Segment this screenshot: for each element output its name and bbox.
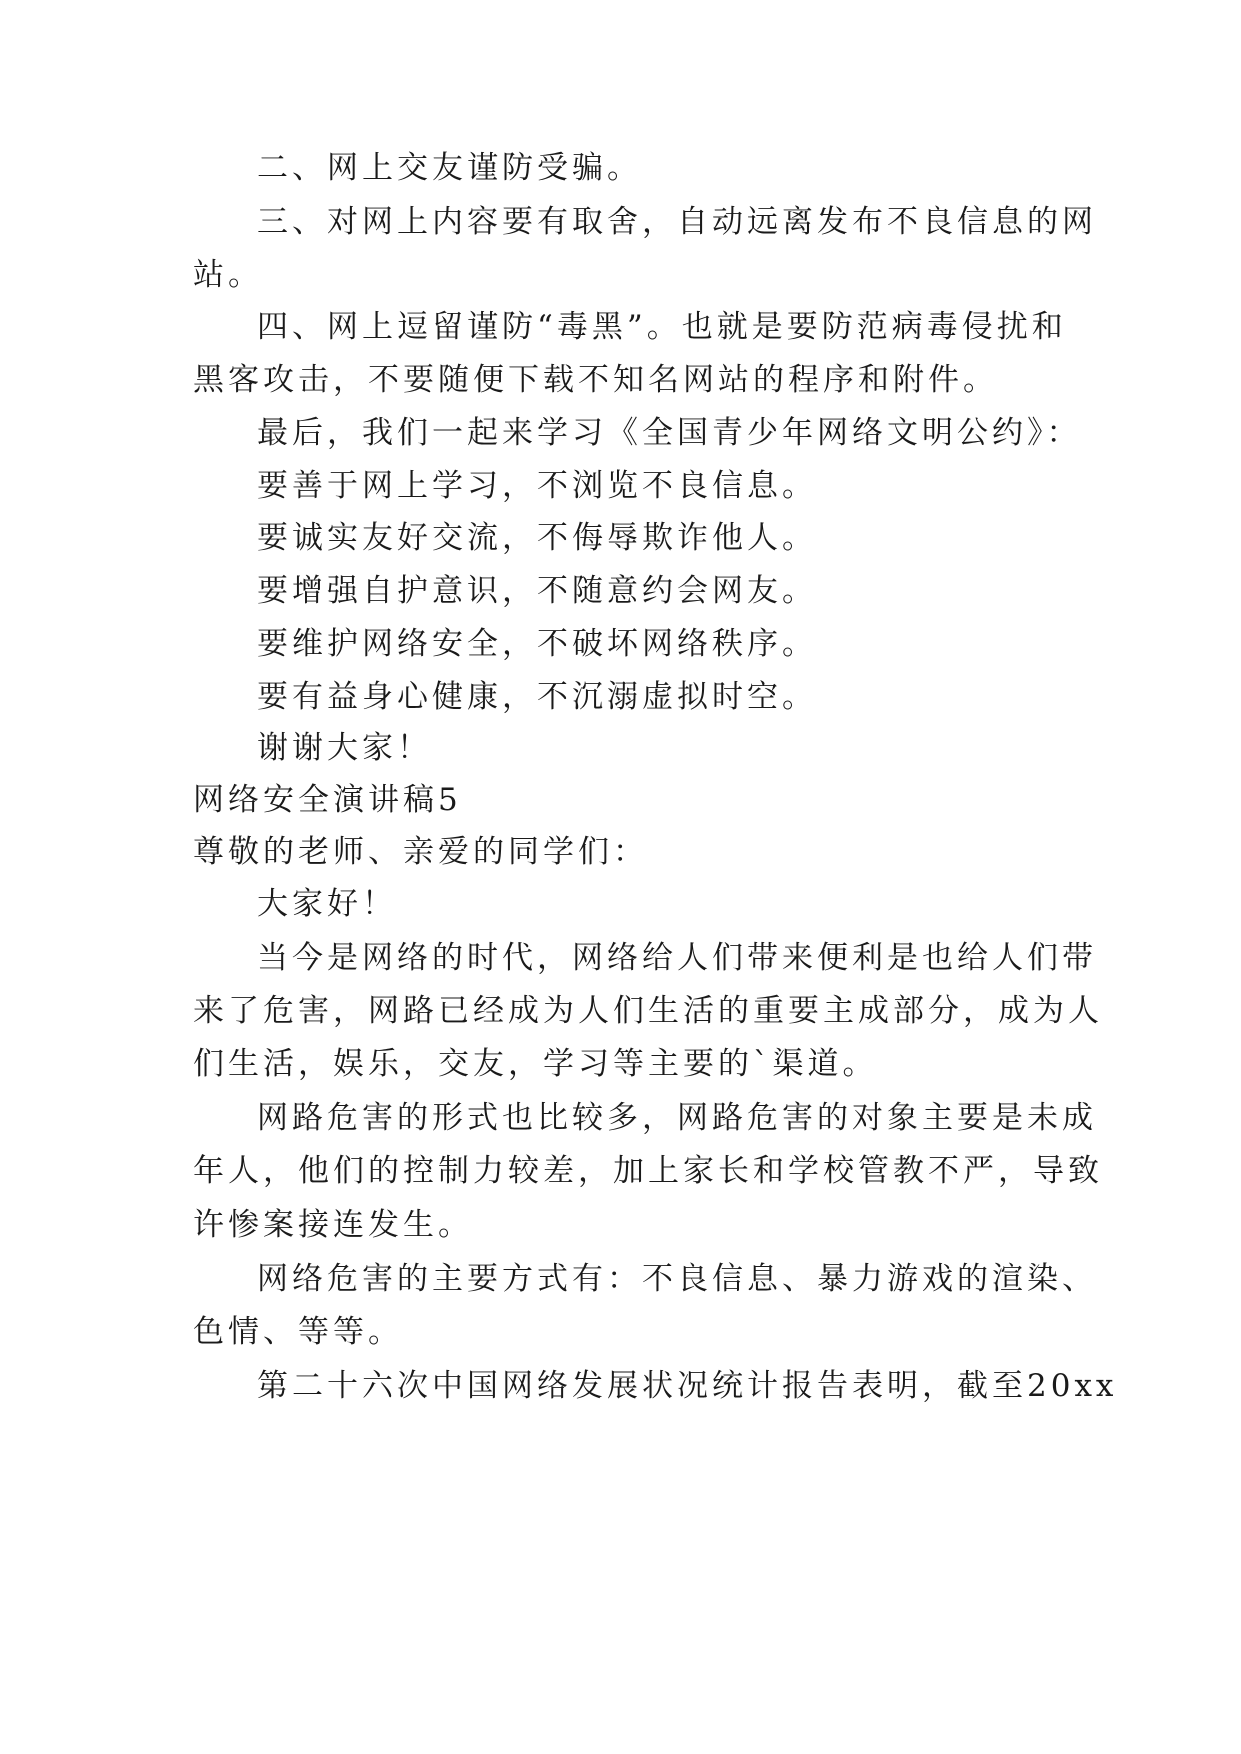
paragraph-line: 四、网上逗留谨防“毒黑”。也就是要防范病毒侵扰和 bbox=[257, 309, 1067, 345]
paragraph-line: 色情、等等。 bbox=[193, 1314, 403, 1350]
paragraph-line: 要维护网络安全，不破坏网络秩序。 bbox=[257, 626, 817, 662]
section-heading: 网络安全演讲稿5 bbox=[193, 782, 462, 818]
paragraph-line: 许惨案接连发生。 bbox=[193, 1207, 473, 1243]
paragraph-line: 第二十六次中国网络发展状况统计报告表明，截至20xx bbox=[257, 1368, 1118, 1404]
paragraph-line: 二、网上交友谨防受骗。 bbox=[257, 150, 642, 186]
greeting: 大家好！ bbox=[257, 886, 397, 922]
paragraph-line: 要诚实友好交流，不侮辱欺诈他人。 bbox=[257, 520, 817, 556]
paragraph-line: 来了危害，网路已经成为人们生活的重要主成部分，成为人 bbox=[193, 993, 1103, 1029]
paragraph-line: 年人，他们的控制力较差，加上家长和学校管教不严，导致 bbox=[193, 1153, 1103, 1189]
paragraph-line: 要善于网上学习，不浏览不良信息。 bbox=[257, 468, 817, 504]
paragraph-line: 们生活，娱乐，交友，学习等主要的`渠道。 bbox=[193, 1046, 878, 1082]
paragraph-line: 站。 bbox=[193, 257, 263, 293]
paragraph-line: 最后，我们一起来学习《全国青少年网络文明公约》： bbox=[257, 415, 1082, 451]
paragraph-line: 网络危害的主要方式有：不良信息、暴力游戏的渲染、 bbox=[257, 1261, 1097, 1297]
paragraph-line: 三、对网上内容要有取舍，自动远离发布不良信息的网 bbox=[257, 204, 1097, 240]
paragraph-line: 黑客攻击，不要随便下载不知名网站的程序和附件。 bbox=[193, 362, 998, 398]
paragraph-line: 要有益身心健康，不沉溺虚拟时空。 bbox=[257, 679, 817, 715]
salutation: 尊敬的老师、亲爱的同学们： bbox=[193, 834, 648, 870]
paragraph-line: 网路危害的形式也比较多，网路危害的对象主要是未成 bbox=[257, 1100, 1097, 1136]
paragraph-line: 谢谢大家！ bbox=[257, 730, 432, 766]
paragraph-line: 要增强自护意识，不随意约会网友。 bbox=[257, 573, 817, 609]
paragraph-line: 当今是网络的时代，网络给人们带来便利是也给人们带 bbox=[257, 940, 1097, 976]
